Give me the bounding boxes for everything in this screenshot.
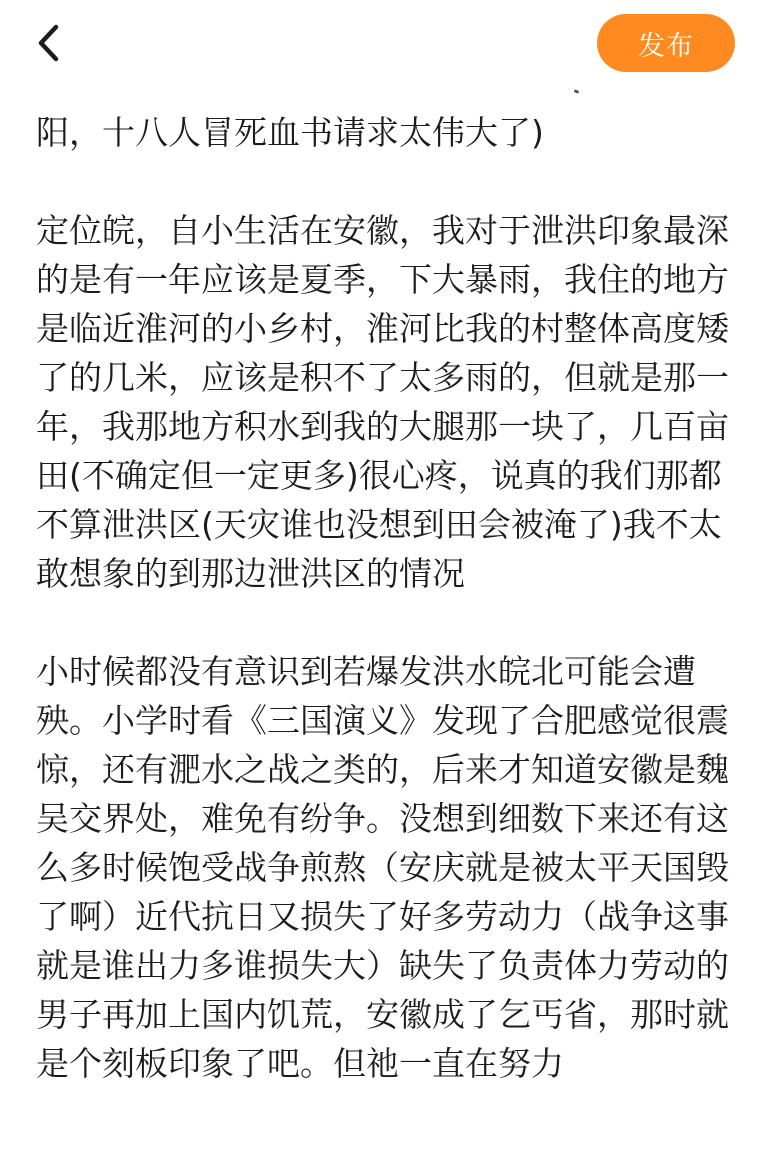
- post-body-editor[interactable]: [36, 108, 736, 1088]
- publish-button[interactable]: 发布: [597, 14, 735, 72]
- paragraph: 定位皖，自小生活在安徽，我对于泄洪印象最深的是有一年应该是夏季，下大暴雨，我住的地方是临近淮河的小乡村，淮河比我的村整体高度矮了的几米，应该是积不了太多雨的，但就是那一年，我那地方积水到我的大腿那一块了，几百亩田(不确定但一定更多)很心疼，说真的我们那都不算泄洪区(天灾谁也没想到田会被淹了)我不太敢想象的到那边泄洪区的情况: [36, 211, 729, 593]
- paragraph-spacer: [36, 598, 736, 647]
- paragraph: 阳，十八人冒死血书请求太伟大了): [36, 113, 544, 152]
- paragraph-spacer: [36, 157, 736, 206]
- back-button[interactable]: [26, 18, 74, 68]
- paragraph: 小时候都没有意识到若爆发洪水皖北可能会遭殃。小学时看《三国演义》发现了合肥感觉很震惊，还有淝水之战之类的，后来才知道安徽是魏吴交界处，难免有纷争。没想到细数下来还有这么多时候饱受战争煎熬（安庆就是被太平天国毁了啊）近代抗日又损失了好多劳动力（战争这事就是谁出力多谁损失大）缺失了负责体力劳动的男子再加上国内饥荒，安徽成了乞丐省，那时就是个刻板印象了吧。但祂一直在努力: [36, 652, 729, 1083]
- chevron-left-icon: [26, 18, 74, 68]
- scroll-indicator: [574, 89, 580, 94]
- top-bar: [0, 0, 770, 92]
